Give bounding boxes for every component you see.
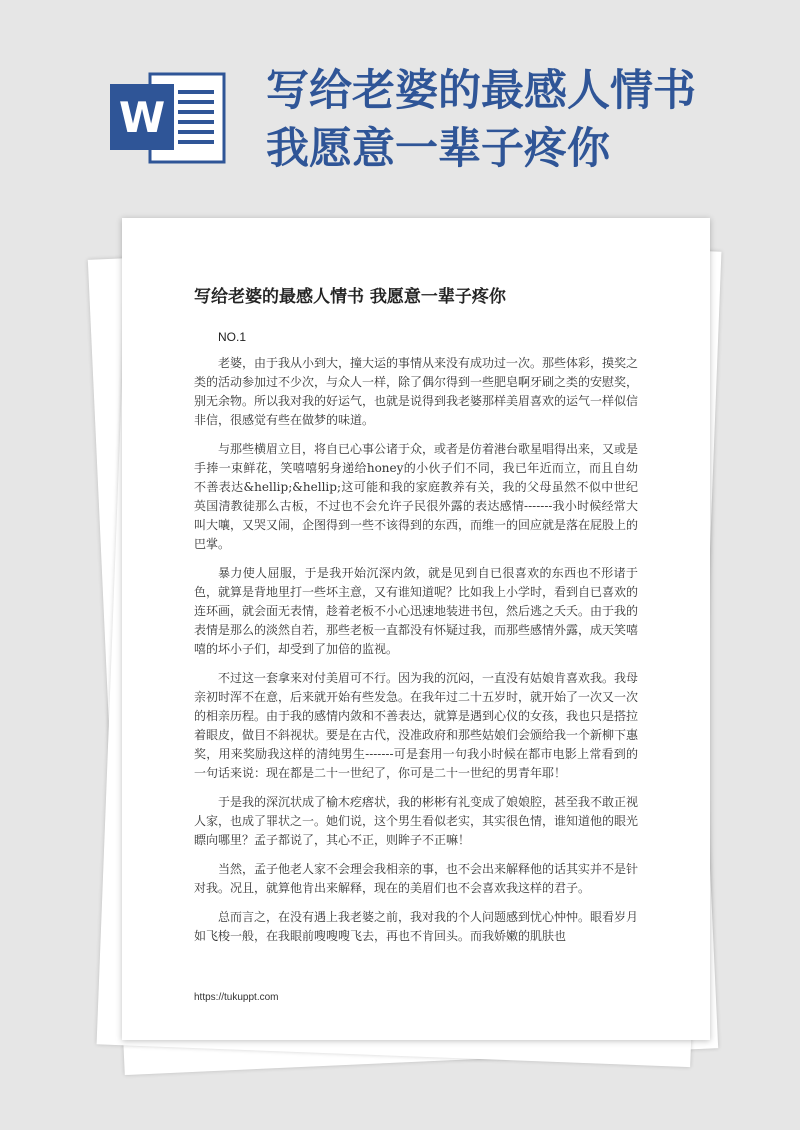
section-label: NO.1 [218, 330, 247, 344]
paragraph: 老婆，由于我从小到大，撞大运的事情从来没有成功过一次。那些体彩，摸奖之类的活动参加过不少次，与众人一样，除了偶尔得到一些肥皂啊牙刷之类的安慰奖，别无余物。所以我对我的好运气，也就是说得到我老婆那样美眉喜欢的运气一样似信非信，很感觉有些在做梦的味道。 [194, 356, 639, 427]
paragraph: 与那些横眉立目，将自已心事公诸于众，或者是仿着港台歌星唱得出来，又或是手捧一束鲜花，笑嘻嘻躬身递给honey的小伙子们不同，我已年近而立，而且自幼不善表达&hellip;&hellip;这可能和我的家庭教养有关，我的父母虽然不似中世纪英国清教徒那么古板，不过也不会允许子民很外露的表达感情-------我小时候经常大叫大嚷，又哭又闹，企图得到一些不该得到的东西，而维一的回应就是落在屁股上的巴掌。 [194, 442, 639, 551]
document-page [122, 218, 710, 1040]
document-title: 写给老婆的最感人情书 我愿意一辈子疼你 [194, 287, 506, 307]
hero-title-line2: 我愿意一辈子疼你 [266, 124, 610, 174]
word-document-icon [108, 68, 228, 168]
hero-title [266, 62, 786, 178]
word-icon-letter: W [118, 93, 166, 142]
paragraph: 当然，孟子他老人家不会理会我相亲的事，也不会出来解释他的话其实并不是针对我。况且，就算他肯出来解释，现在的美眉们也不会喜欢我这样的君子。 [194, 862, 639, 895]
paragraph: 于是我的深沉状成了榆木疙瘩状，我的彬彬有礼变成了娘娘腔，甚至我不敢正视人家，也成了罪状之一。她们说，这个男生看似老实，其实很色情，谁知道他的眼光瞟向哪里？孟子都说了，其心不正，则眸子不正嘛！ [194, 795, 639, 847]
paragraph: 不过这一套拿来对付美眉可不行。因为我的沉闷，一直没有姑娘肯喜欢我。我母亲初时浑不在意，后来就开始有些发急。在我年过二十五岁时，就开始了一次又一次的相亲历程。由于我的感情内敛和不善表达，就算是遇到心仪的女孩，我也只是搭拉着眼皮，做目不斜视状。要是在古代，没准政府和那些姑娘们会颁给我一个新柳下惠奖，用来奖励我这样的清纯男生-------可是套用一句我小时候在都市电影上常看到的一句话来说：现在都是二十一世纪了，你可是二十一世纪的男青年耶！ [194, 671, 639, 780]
paragraph: 总而言之，在没有遇上我老婆之前，我对我的个人问题感到忧心忡忡。眼看岁月如飞梭一般，在我眼前嗖嗖嗖飞去，再也不肯回头。而我娇嫩的肌肤也 [194, 910, 639, 943]
footer-url: https://tukuppt.com [194, 992, 279, 1003]
paragraph: 暴力使人屈服，于是我开始沉深内敛，就是见到自已很喜欢的东西也不形诸于色，就算是背地里打一些坏主意，又有谁知道呢？比如我上小学时，看到自已喜欢的连环画，就会面无表情，趁着老板不小心迅速地装进书包，然后逃之夭夭。由于我的表情是那么的淡然自若，那些老板一直都没有怀疑过我，而那些感情外露，成天笑嘻嘻的坏小子们，却受到了加倍的监视。 [194, 566, 639, 656]
document-body [194, 354, 638, 956]
hero-title-line1: 写给老婆的最感人情书 [266, 66, 696, 116]
